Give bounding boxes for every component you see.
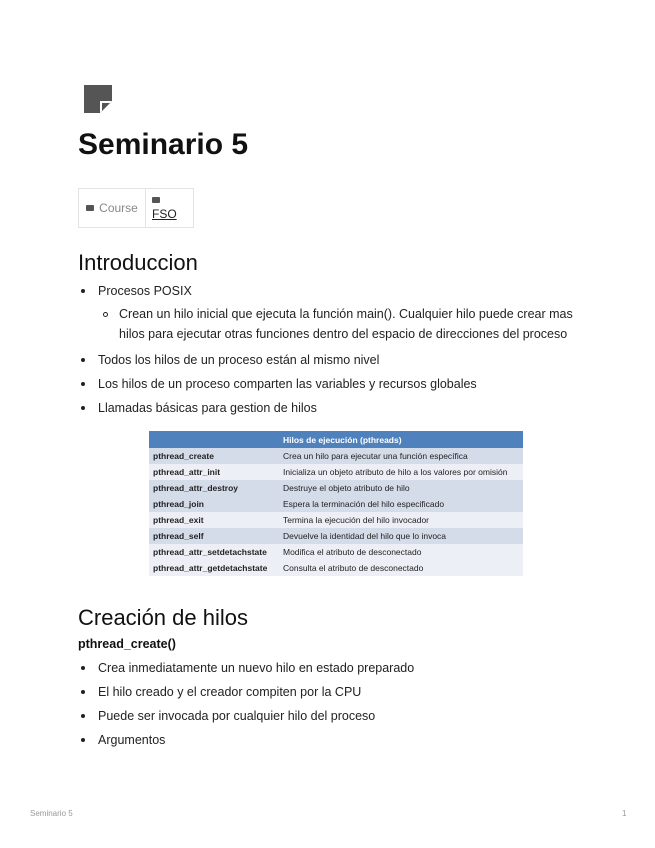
list-item: Crean un hilo inicial que ejecuta la función main(). Cualquier hilo puede crear mas hilos para ejecutar otras funciones dentro del espacio de direcciones del proceso xyxy=(78,304,578,344)
heading-introduccion: Introduccion xyxy=(78,250,198,275)
table-row: pthread_attr_init Inicializa un objeto atributo de hilo a los valores por omisión xyxy=(149,464,523,480)
book-icon xyxy=(86,205,94,211)
list-item: Crea inmediatamente un nuevo hilo en estado preparado xyxy=(78,656,578,680)
list-item: Argumentos xyxy=(78,728,578,752)
table-header: Hilos de ejecución (pthreads) xyxy=(279,431,523,448)
footer-title: Seminario 5 xyxy=(30,809,73,818)
property-value[interactable] xyxy=(146,189,193,227)
list-item: Llamadas básicas para gestion de hilos xyxy=(78,396,578,420)
subheading: pthread_create() xyxy=(78,637,176,651)
property-label: Course xyxy=(79,189,146,227)
list-item: Procesos POSIX xyxy=(78,279,578,303)
list-item: Todos los hilos de un proceso están al mismo nivel xyxy=(78,348,578,372)
list-item: Los hilos de un proceso comparten las variables y recursos globales xyxy=(78,372,578,396)
table-row: pthread_self Devuelve la identidad del hilo que lo invoca xyxy=(149,528,523,544)
table-row: pthread_join Espera la terminación del hilo especificado xyxy=(149,496,523,512)
table-row: pthread_create Crea un hilo para ejecutar una función específica xyxy=(149,448,523,464)
table-row: pthread_attr_destroy Destruye el objeto atributo de hilo xyxy=(149,480,523,496)
list-item: El hilo creado y el creador compiten por la CPU xyxy=(78,680,578,704)
table-row: pthread_exit Termina la ejecución del hilo invocador xyxy=(149,512,523,528)
pthreads-table xyxy=(149,431,523,576)
book-icon xyxy=(152,197,160,203)
heading-creacion: Creación de hilos xyxy=(78,605,248,630)
page-icon xyxy=(84,85,112,113)
table-row: pthread_attr_setdetachstate Modifica el atributo de desconectado xyxy=(149,544,523,560)
list-item: Puede ser invocada por cualquier hilo del proceso xyxy=(78,704,578,728)
table-row: pthread_attr_getdetachstate Consulta el atributo de desconectado xyxy=(149,560,523,576)
properties-table xyxy=(78,188,194,228)
creacion-list xyxy=(78,656,578,752)
page-title: Seminario 5 xyxy=(78,128,249,161)
course-link[interactable]: FSO xyxy=(152,207,177,221)
intro-list xyxy=(78,279,578,420)
page-number: 1 xyxy=(622,809,627,818)
